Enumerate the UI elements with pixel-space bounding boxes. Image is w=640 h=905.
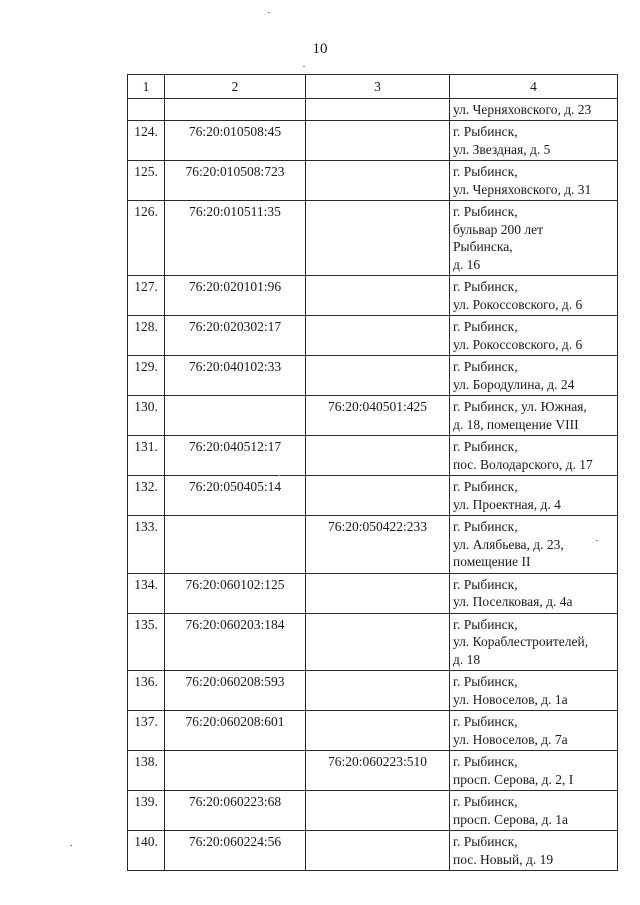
cadastral-number-col2: 76:20:040512:17 [165, 436, 306, 476]
cadastral-number-col3 [306, 671, 450, 711]
address-cell [450, 791, 618, 831]
cadastral-number-col3 [306, 613, 450, 671]
row-number: 137. [128, 711, 165, 751]
table-row [128, 751, 618, 791]
cadastral-number-col2 [165, 98, 306, 121]
address-line: г. Рыбинск, [453, 204, 518, 219]
table-row [128, 121, 618, 161]
column-header-2: 2 [165, 75, 306, 99]
row-number: 133. [128, 516, 165, 574]
cadastral-number-col2: 76:20:010508:45 [165, 121, 306, 161]
table-row [128, 671, 618, 711]
table-row [128, 201, 618, 276]
address-cell [450, 436, 618, 476]
cadastral-number-col2 [165, 396, 306, 436]
address-line: Рыбинска, [453, 239, 513, 254]
row-number: 139. [128, 791, 165, 831]
table-row [128, 573, 618, 613]
address-cell [450, 121, 618, 161]
table-row [128, 161, 618, 201]
address-cell [450, 751, 618, 791]
address-line: г. Рыбинск, [453, 279, 518, 294]
address-line: ул. Черняховского, д. 31 [453, 181, 592, 197]
table-row [128, 613, 618, 671]
row-number: 126. [128, 201, 165, 276]
address-line: ул. Рокоссовского, д. 6 [453, 296, 583, 312]
address-line: ул. Новоселов, д. 1а [453, 691, 568, 707]
address-line: ул. Черняховского, д. 23 [453, 101, 592, 117]
table-row [128, 711, 618, 751]
cadastral-number-col3 [306, 476, 450, 516]
address-line: г. Рыбинск, [453, 439, 518, 454]
row-number [128, 98, 165, 121]
address-line: г. Рыбинск, [453, 479, 518, 494]
row-number: 127. [128, 276, 165, 316]
cadastral-number-col3 [306, 276, 450, 316]
address-line: просп. Серова, д. 1а [453, 811, 568, 827]
table-row [128, 516, 618, 574]
cadastral-number-col3 [306, 98, 450, 121]
table-header-row [128, 75, 618, 99]
cadastral-number-col2: 76:20:010508:723 [165, 161, 306, 201]
address-line: д. 18, помещение VIII [453, 416, 579, 432]
row-number: 131. [128, 436, 165, 476]
address-line: ул. Новоселов, д. 7а [453, 731, 568, 747]
table-row [128, 98, 618, 121]
address-line: просп. Серова, д. 2, I [453, 771, 574, 787]
table-row [128, 316, 618, 356]
address-line: ул. Кораблестроителей, [453, 634, 589, 649]
cadastral-number-col2: 76:20:020302:17 [165, 316, 306, 356]
address-line: г. Рыбинск, ул. Южная, [453, 399, 587, 414]
table-row [128, 356, 618, 396]
cadastral-number-col3 [306, 436, 450, 476]
address-line: ул. Алябьева, д. 23, [453, 536, 564, 552]
cadastral-number-col2: 76:20:060223:68 [165, 791, 306, 831]
address-cell [450, 831, 618, 871]
column-header-3: 3 [306, 75, 450, 99]
page-number: 10 [312, 41, 328, 57]
address-line: ул. Звездная, д. 5 [453, 141, 551, 157]
cadastral-number-col2 [165, 516, 306, 574]
address-cell [450, 276, 618, 316]
cadastral-number-col3 [306, 831, 450, 871]
address-line: д. 16 [453, 256, 481, 272]
address-cell [450, 516, 618, 574]
cadastral-number-col2: 76:20:020101:96 [165, 276, 306, 316]
address-line: г. Рыбинск, [453, 794, 518, 809]
cadastral-number-col3: 76:20:060223:510 [306, 751, 450, 791]
cadastral-number-col3 [306, 791, 450, 831]
address-line: г. Рыбинск, [453, 576, 518, 592]
scan-speck [70, 845, 72, 846]
cadastral-number-col3 [306, 356, 450, 396]
address-line: ул. Проектная, д. 4 [453, 496, 561, 512]
table-row [128, 396, 618, 436]
cadastral-number-col3 [306, 161, 450, 201]
address-line: пос. Володарского, д. 17 [453, 456, 593, 472]
cadastral-number-col2: 76:20:040102:33 [165, 356, 306, 396]
scan-speck [596, 540, 598, 541]
address-cell [450, 161, 618, 201]
row-number: 140. [128, 831, 165, 871]
scan-speck [303, 66, 305, 67]
address-cell [450, 98, 618, 121]
cadastral-number-col3 [306, 573, 450, 613]
cadastral-number-col3 [306, 711, 450, 751]
address-line: д. 18 [453, 651, 481, 667]
address-cell [450, 316, 618, 356]
cadastral-number-col3 [306, 121, 450, 161]
address-line: г. Рыбинск, [453, 674, 518, 689]
address-line: ул. Рокоссовского, д. 6 [453, 336, 583, 352]
address-cell [450, 671, 618, 711]
address-line: г. Рыбинск, [453, 319, 518, 334]
address-line: ул. Поселковая, д. 4а [453, 594, 573, 609]
column-header-4: 4 [450, 75, 618, 99]
address-cell [450, 476, 618, 516]
address-line: г. Рыбинск, [453, 164, 518, 179]
scan-speck [268, 12, 270, 13]
address-cell [450, 356, 618, 396]
table-row [128, 276, 618, 316]
cadastral-number-col2 [165, 751, 306, 791]
row-number: 132. [128, 476, 165, 516]
cadastral-number-col2: 76:20:060102:125 [165, 573, 306, 613]
address-line: ул. Бородулина, д. 24 [453, 376, 575, 392]
address-cell [450, 613, 618, 671]
cadastral-number-col2: 76:20:060224:56 [165, 831, 306, 871]
row-number: 135. [128, 613, 165, 671]
cadastral-number-col3: 76:20:040501:425 [306, 396, 450, 436]
row-number: 128. [128, 316, 165, 356]
scan-speck [278, 475, 280, 476]
address-cell [450, 711, 618, 751]
row-number: 134. [128, 573, 165, 613]
cadastral-number-col3: 76:20:050422:233 [306, 516, 450, 574]
address-line: г. Рыбинск, [453, 616, 518, 632]
address-line: бульвар 200 лет [453, 221, 543, 237]
address-line: г. Рыбинск, [453, 834, 518, 849]
row-number: 130. [128, 396, 165, 436]
address-line: помещение II [453, 554, 531, 569]
address-cell [450, 396, 618, 436]
address-cell [450, 201, 618, 276]
row-number: 129. [128, 356, 165, 396]
row-number: 125. [128, 161, 165, 201]
cadastral-number-col2: 76:20:060203:184 [165, 613, 306, 671]
table-row [128, 791, 618, 831]
table-row [128, 436, 618, 476]
address-line: г. Рыбинск, [453, 754, 518, 769]
address-cell [450, 573, 618, 613]
cadastral-number-col2: 76:20:010511:35 [165, 201, 306, 276]
table-row [128, 476, 618, 516]
row-number: 124. [128, 121, 165, 161]
row-number: 138. [128, 751, 165, 791]
table-row [128, 831, 618, 871]
cadastral-number-col2: 76:20:060208:593 [165, 671, 306, 711]
column-header-1: 1 [128, 75, 165, 99]
cadastral-number-col3 [306, 201, 450, 276]
table-body [128, 98, 618, 871]
cadastral-number-col2: 76:20:050405:14 [165, 476, 306, 516]
address-line: г. Рыбинск, [453, 124, 518, 139]
registry-table [127, 74, 618, 871]
cadastral-number-col3 [306, 316, 450, 356]
row-number: 136. [128, 671, 165, 711]
cadastral-number-col2: 76:20:060208:601 [165, 711, 306, 751]
address-line: г. Рыбинск, [453, 519, 518, 534]
address-line: пос. Новый, д. 19 [453, 851, 554, 867]
address-line: г. Рыбинск, [453, 714, 518, 729]
address-line: г. Рыбинск, [453, 359, 518, 374]
